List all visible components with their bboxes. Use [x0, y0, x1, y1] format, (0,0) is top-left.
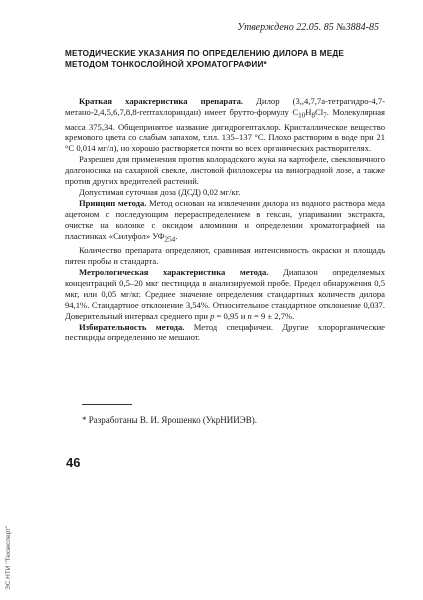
paragraph-principle: Принцип метода. Метод основан на извлечении дилора из водного раствора меда ацетоном с последующим перераспределением в гексан, упаривании экстракта, очистке на колонке с оксидом алюминия и определении хроматографией на пластинках «Силуфол» $УФ_{254}$.: [65, 197, 385, 244]
approval-stamp: Утверждено 22.05. 85 №3884-85: [237, 22, 379, 33]
document-body: [65, 96, 385, 343]
paragraph-selectivity: Избирательность метода. Метод специфичен. Другие хлорорганические пестициды определению не мешают.: [65, 321, 385, 343]
paragraph-heading: Избирательность метода.: [79, 321, 185, 332]
paragraph-permitted-use: Разрешен для применения против колорадского жука на картофеле, свекловичного долгоносика на сахарной свекле, листовой филлоксеры на виноградной лозе, а также против других вредителей растений.: [65, 154, 385, 187]
paragraph-heading: Краткая характеристика препарата.: [79, 96, 244, 106]
paragraph-quantity: Количество препарата определяют, сравнивая интенсивность окраски и площадь пятен пробы и стандарта.: [65, 245, 385, 267]
footnote: * Разработаны В. И. Ярошенко (УкрНИИЭВ).: [82, 415, 257, 425]
paragraph-characteristics: Краткая характеристика препарата. Дилор (3,,4,7,7а-тетрагидро-4,7-метано-2,4,5,6,7,8,8-гептахлориндан) имеет брутто-формулу $C_{10}H_8Cl_7$. Молекулярная масса 375,34. Общепринятое название дигидрогептахлор. Кристаллическое вещество кремового цвета со слабым запахом, т.пл. 135–137 °С. Плохо растворим в воде при 21 °С 0,014 мг/л), но хорошо растворяется почти во всех органических растворителях.: [65, 96, 386, 154]
margin-watermark: ЭС НТИ "Техэксперт": [5, 525, 12, 590]
paragraph-heading: Метрологическая характеристика метода.: [79, 267, 269, 278]
paragraph-heading: Принцип метода.: [79, 197, 147, 208]
paragraph-metrology: Метрологическая характеристика метода. Диапазон определяемых концентраций 0,5–20 мкг пестицида в анализируемой пробе. Предел обнаружения 0,5 мкг, или 0,05 мг/кг. Среднее значение определения стандартных количеств дилора 94,1%. Стандартное отклонение 3,54%. Относительное стандартное отклонение 0,037. Доверительный интервал среднего при p = 0,95 и n = 9 ± 2,7%.: [65, 267, 385, 321]
page-number: 46: [66, 455, 81, 470]
paragraph-daily-dose: Допустимая суточная доза (ДСД) 0,02 мг/кг.: [79, 186, 241, 197]
footnote-divider: [82, 404, 132, 405]
document-title: МЕТОДИЧЕСКИЕ УКАЗАНИЯ ПО ОПРЕДЕЛЕНИЮ ДИЛОРА В МЕДЕ МЕТОДОМ ТОНКОСЛОЙНОЙ ХРОМАТОГРАФИИ*: [65, 49, 345, 69]
